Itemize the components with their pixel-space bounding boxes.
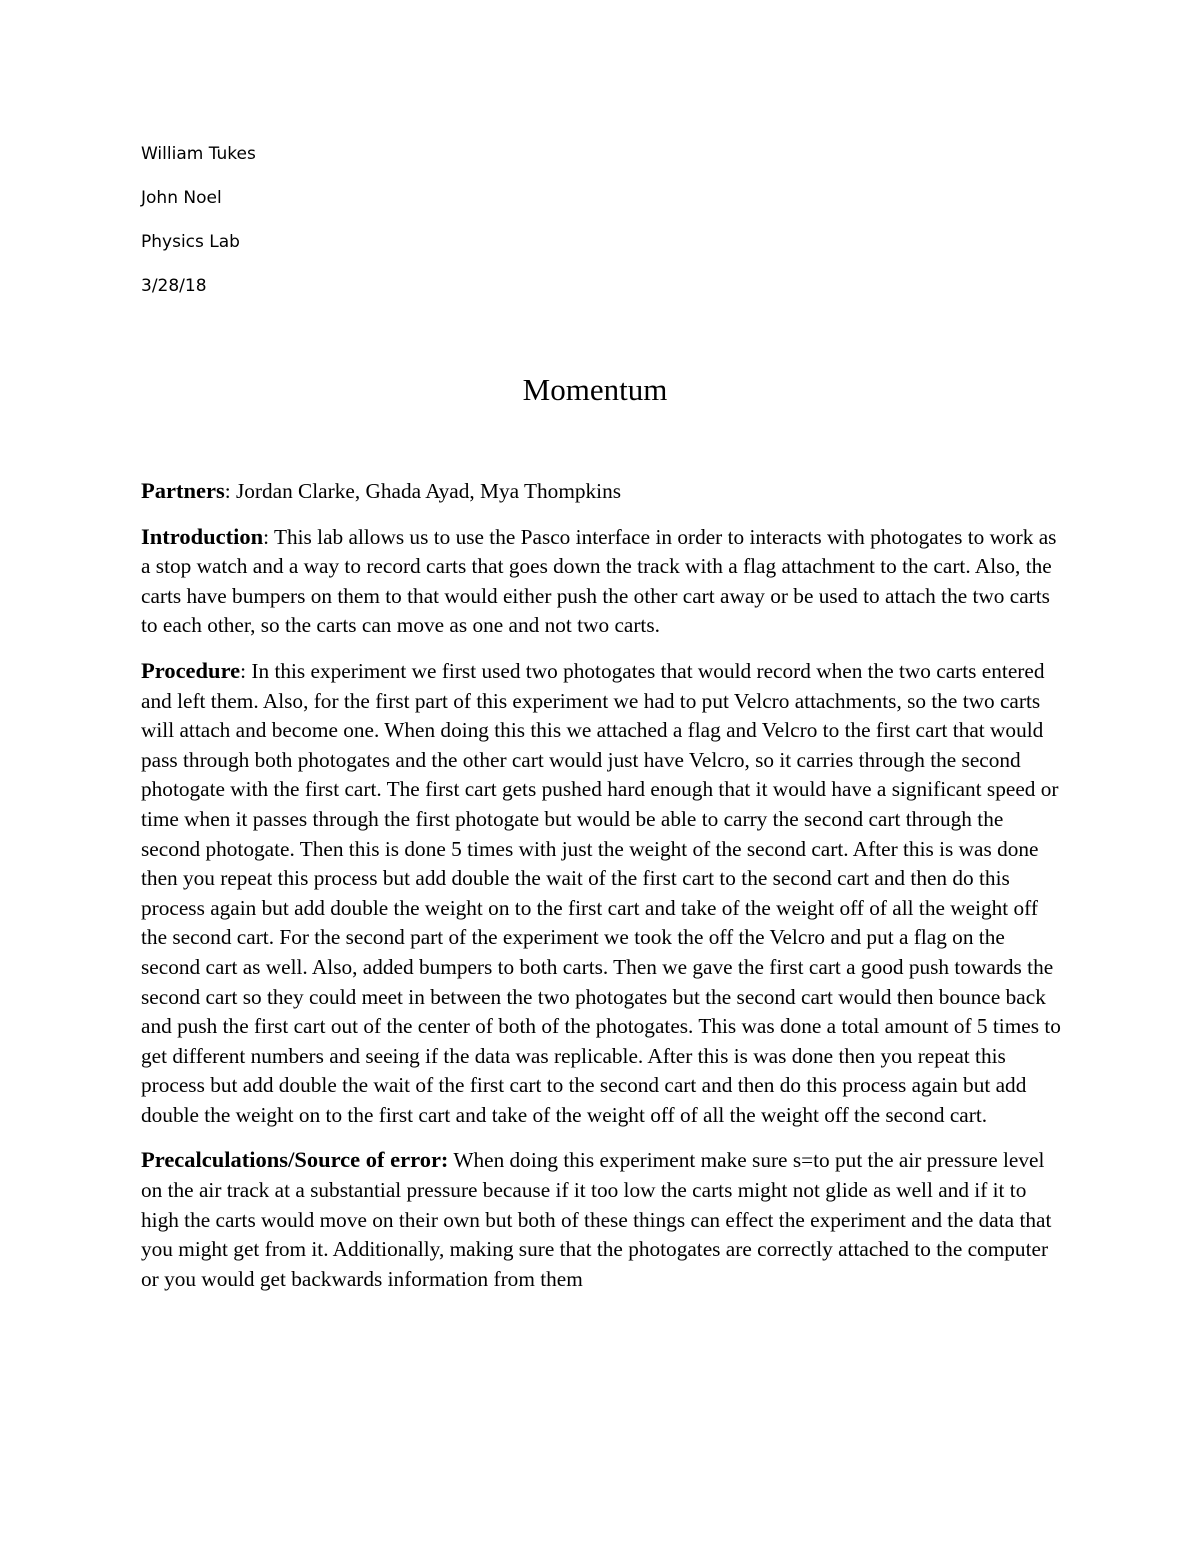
document-body <box>141 476 1066 1309</box>
document-date: 3/28/18 <box>141 276 207 296</box>
partners-heading: Partners <box>141 478 225 503</box>
introduction-heading: Introduction <box>141 523 264 549</box>
precalculations-heading: Precalculations/Source of error: <box>141 1147 449 1173</box>
introduction-paragraph <box>141 522 1066 641</box>
author-name-2: John Noel <box>141 188 222 208</box>
course-name: Physics Lab <box>141 232 240 252</box>
precalculations-paragraph <box>141 1145 1066 1294</box>
partners-text: : Jordan Clarke, Ghada Ayad, Mya Thompkins <box>224 479 622 503</box>
document-title: Momentum <box>522 372 668 407</box>
partners-paragraph <box>141 476 1066 507</box>
procedure-text: : In this experiment we first used two photogates that would record when the two carts entered and left them. Also, for the first part of this experiment we had to put Velcro attachments, so the two carts will attach and become one. When doing this this we attached a flag and Velcro to the first cart that would pass through both photogates and the other cart would just have Velcro, so it carries through the second photogate with the first cart. The first cart gets pushed hard enough that it would have a significant speed or time when it passes through the first photogate but would be able to carry the second cart through the second photogate. Then this is done 5 times with just the weight of the second cart. After this is was done then you repeat this process but add double the wait of the first cart to the second cart and then do this process again but add double the weight on to the first cart and take of the weight off of all the weight off the second cart. For the second part of the experiment we took the off the Velcro and put a flag on the second cart as well. Also, added bumpers to both carts. Then we gave the first cart a good push towards the second cart so they could meet in between the two photogates but the second cart would then bounce back and push the first cart out of the center of both of the photogates. This was done a total amount of 5 times to get different numbers and seeing if the data was replicable. After this is was done then you repeat this process but add double the wait of the first cart to the second cart and then do this process again but add double the weight on to the first cart and take of the weight off of all the weight off the second cart. <box>141 658 1061 1127</box>
introduction-text: : This lab allows us to use the Pasco interface in order to interacts with photogates to work as a stop watch and a way to record carts that goes down the track with a flag attachment to the cart. Also, the carts have bumpers on them to that would either push the other cart away or be used to attach the two carts to each other, so the carts can move as one and not two carts. <box>141 524 1057 638</box>
author-name-1: William Tukes <box>141 144 256 164</box>
procedure-paragraph <box>141 656 1066 1131</box>
procedure-heading: Procedure <box>141 657 241 683</box>
precalculations-text: When doing this experiment make sure s=to put the air pressure level on the air track at a substantial pressure because if it too low the carts might not glide as well and if it to high the carts would move on their own but both of these things can effect the experiment and the data that you might get from it. Additionally, making sure that the photogates are correctly attached to the computer or you would get backwards information from them <box>141 1148 1052 1291</box>
document-header <box>141 143 256 319</box>
